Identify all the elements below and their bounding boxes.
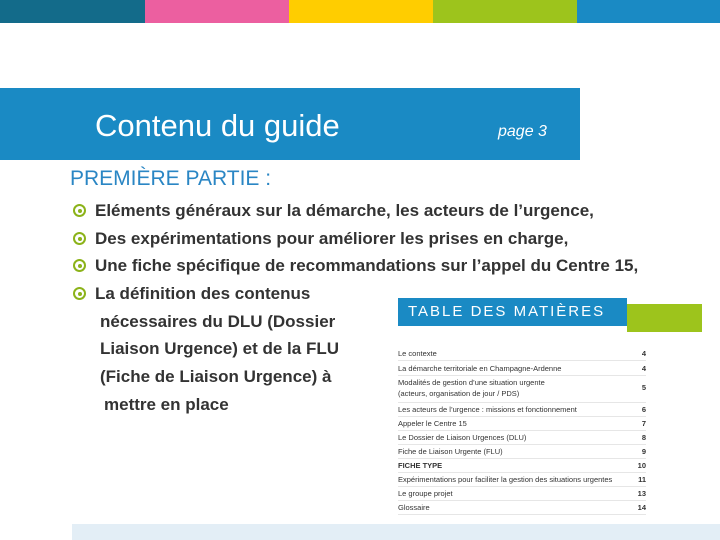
top-stripe-1 (0, 0, 145, 23)
target-bullet-icon (73, 232, 86, 245)
toc-row: Appeler le Centre 15 7 (398, 417, 646, 431)
page-reference: page 3 (498, 123, 547, 140)
bullet-continuation-line: Liaison Urgence) et de la FLU (100, 339, 339, 358)
target-bullet-icon (73, 204, 86, 217)
bullet-continuation-line: nécessaires du DLU (Dossier (100, 312, 336, 331)
bullet-continuation-line: mettre en place (104, 395, 229, 414)
target-bullet-icon (73, 259, 86, 272)
toc-row: Modalités de gestion d’une situation urgente (acteurs, organisation de jour / PDS) 5 (398, 377, 646, 403)
toc-row: Le contexte 4 (398, 347, 646, 361)
table-of-contents-image (390, 292, 702, 522)
toc-accent-block (627, 304, 702, 332)
toc-row: FICHE TYPE 10 (398, 459, 646, 473)
bullet-continuation-line: (Fiche de Liaison Urgence) à (100, 367, 332, 386)
toc-row: Expérimentations pour faciliter la gestion des situations urgentes 11 (398, 473, 646, 487)
target-bullet-icon (73, 287, 86, 300)
top-stripe-2 (145, 0, 289, 23)
top-stripe-5 (577, 0, 720, 23)
footer-band (72, 524, 720, 540)
toc-row: La démarche territoriale en Champagne-Ardenne 4 (398, 362, 646, 376)
toc-row: Fiche de Liaison Urgente (FLU) 9 (398, 445, 646, 459)
toc-row: Les acteurs de l’urgence : missions et fonctionnement 6 (398, 403, 646, 417)
toc-title: TABLE DES MATIÈRES (398, 298, 627, 326)
slide-title: Contenu du guide (95, 108, 340, 143)
toc-row: Le groupe projet 13 (398, 487, 646, 501)
toc-row: Glossaire 14 (398, 501, 646, 515)
top-stripe-3 (289, 0, 433, 23)
section-heading: PREMIÈRE PARTIE : (70, 167, 272, 190)
top-stripe-4 (433, 0, 577, 23)
toc-row: Le Dossier de Liaison Urgences (DLU) 8 (398, 431, 646, 445)
